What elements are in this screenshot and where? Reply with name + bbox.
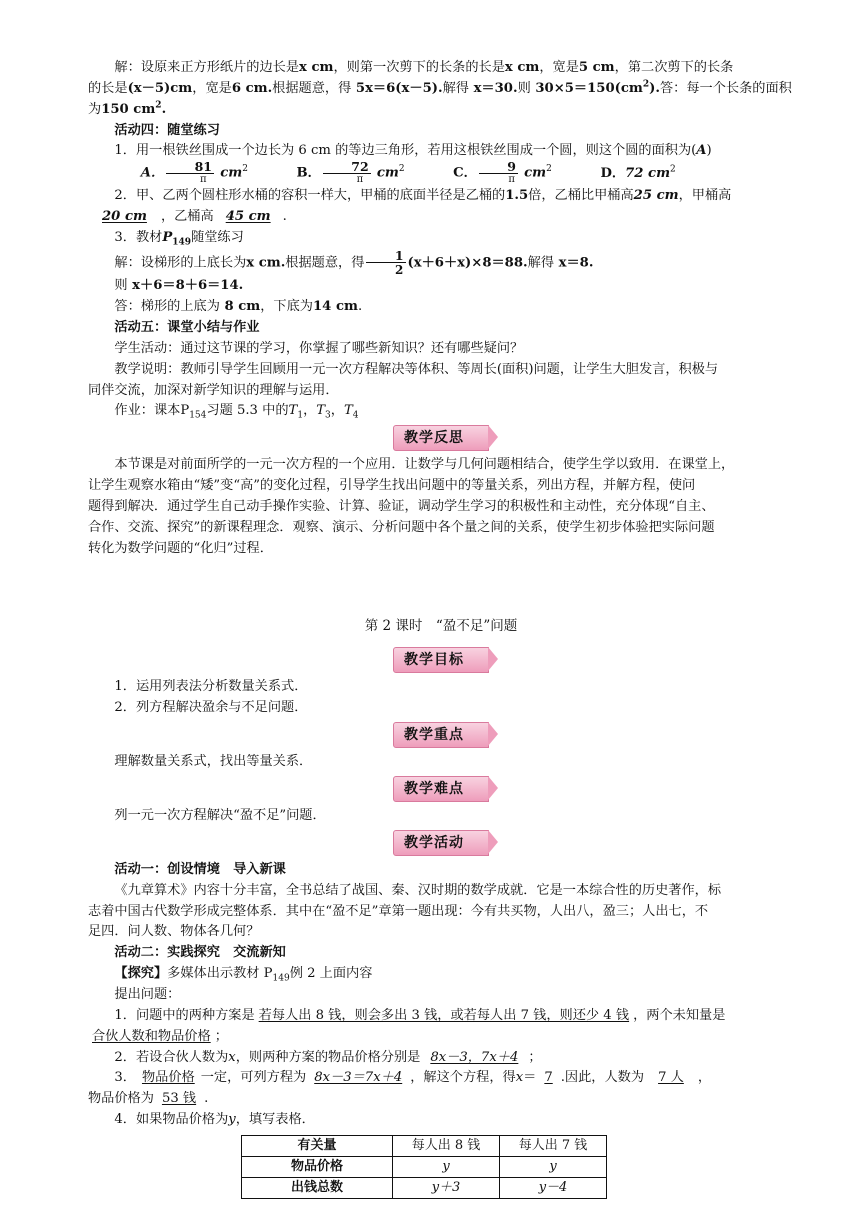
document-page xyxy=(88,58,794,1199)
text: ，宽是 xyxy=(192,80,232,96)
reflection-line-5: 转化为数学问题的“化归”过程． xyxy=(88,540,273,556)
text: 150 cm xyxy=(101,101,156,117)
goal-1: 1．运用列表法分析数量关系式． xyxy=(114,679,308,695)
homework: 作业：课本$P_{154}$习题 5.3 中的$T_1$，$T_3$，$T_4$ xyxy=(114,403,359,422)
ask-line: 提出问题： xyxy=(114,987,181,1002)
text: x cm xyxy=(504,60,540,75)
activity-1-line-1: 《九章算术》内容十分丰富，全书总结了战国、秦、汉时期的数学成就．它是一本综合性的历史著作，标 xyxy=(114,882,722,898)
answer: A xyxy=(696,143,707,159)
explore-line: 【探究】多媒体出示教材 $P_{149}$例 2 上面内容 xyxy=(114,966,373,984)
blank: 物品价格 xyxy=(141,1070,195,1086)
text: ). xyxy=(649,80,660,96)
text: (x－5)cm xyxy=(127,80,193,96)
option-c: C． $\frac{9}{\pi}$ $cm^2$ xyxy=(453,159,552,186)
table-cell: y＋3 xyxy=(393,1178,500,1199)
exercise-2-cont: 20 cm ，乙桶高 45 cm . xyxy=(88,207,794,228)
reflection-line-3: 题得到解决．通过学生自己动手操作实验、计算、验证，调动学生学习的积极性和主动性，充分体现“自主、 xyxy=(88,499,715,515)
activity-1-heading: 活动一：创设情境 导入新课 xyxy=(114,861,286,877)
text: 的长是 xyxy=(88,80,128,96)
solution-paragraph-end xyxy=(88,100,794,121)
exercise-1 xyxy=(88,141,794,162)
solution-paragraph-cont xyxy=(88,79,794,100)
blank: 合伙人数和物品价格 xyxy=(92,1028,211,1044)
text: 则 xyxy=(517,80,531,96)
text: 解：设原来正方形纸片的边长是 xyxy=(114,60,300,75)
table-cell: y xyxy=(393,1157,500,1178)
text: 解得 xyxy=(442,80,469,96)
exercise-3-solution: 解：设梯形的上底长为x cm.根据题意，得 $\frac{1}{2}$ (x＋6＋x)×8＝88.解得 x＝8. xyxy=(114,247,594,277)
text: 1．用一根铁丝围成一个边长为 6 cm 的等边三角形，若用这根铁丝围成一个圆，则这个圆的面积为( xyxy=(114,143,697,159)
solution-paragraph xyxy=(88,58,794,79)
teaching-note: 教学说明：教师引导学生回顾用一元一次方程解决等体积、等周长(面积)问题，让学生大胆发言，积极与 xyxy=(114,361,719,377)
exercise-3-solution-2: 则 x＋6＝8＋6＝14. xyxy=(114,278,244,294)
table-cell: 每人出 8 钱 xyxy=(393,1136,500,1157)
question-3: 3． 物品价格 一定，可列方程为 8x－3＝7x＋4 ，解这个方程，得x＝ 7 .因此，人数为 7 人 ， xyxy=(114,1070,712,1086)
text: 5 cm xyxy=(578,60,615,75)
question-1: 1．问题中的两种方案是 若每人出 8 钱，则会多出 3 钱，或若每人出 7 钱，则还少 4 钱 ，两个未知量是 xyxy=(114,1007,726,1023)
superscript: 2 xyxy=(642,79,650,90)
blank: 45 cm xyxy=(225,208,271,224)
table-row xyxy=(242,1157,607,1178)
exercise-3: 3．教材$P_{149}$随堂练习 xyxy=(114,229,244,248)
table-cell: 物品价格 xyxy=(242,1157,393,1178)
difficulty: 列一元一次方程解决“盈不足”问题． xyxy=(114,807,326,823)
option-d: D．72 $cm^2$ xyxy=(600,164,676,181)
table-cell: 出钱总数 xyxy=(242,1178,393,1199)
teaching-note-cont: 同伴交流，加深对新学知识的理解与运用． xyxy=(88,382,339,398)
exercise-1-options xyxy=(88,160,794,186)
text: 30×5＝150(cm xyxy=(535,80,643,96)
question-3-cont: 物品价格为 53 钱 . xyxy=(88,1091,209,1107)
question-4: 4．如果物品价格为y，填写表格． xyxy=(114,1112,315,1128)
key-point: 理解数量关系式，找出等量关系． xyxy=(114,753,313,769)
lesson-title: 第 2 课时 “盈不足”问题 xyxy=(364,617,518,634)
exercise-3-answer: 答：梯形的上底为 8 cm，下底为14 cm. xyxy=(114,299,363,315)
text: 答：每一个长条的面积 xyxy=(659,80,792,96)
goal-2: 2．列方程解决盈余与不足问题． xyxy=(114,699,308,715)
activity-5-heading: 活动五：课堂小结与作业 xyxy=(114,319,260,335)
text: ，第二次剪下的长条 xyxy=(614,60,734,75)
table-cell: 每人出 7 钱 xyxy=(500,1136,607,1157)
blank: 8x－3＝7x＋4 xyxy=(314,1070,403,1086)
activity-2-heading: 活动二：实践探究 交流新知 xyxy=(114,945,286,961)
table-header-row xyxy=(242,1136,607,1157)
text: ，则第一次剪下的长条的长是 xyxy=(333,60,505,75)
text: 6 cm. xyxy=(231,80,273,96)
text: 为 xyxy=(88,101,102,117)
text: ) xyxy=(706,143,712,159)
goal-banner: 教学目标 xyxy=(393,647,489,673)
fill-table xyxy=(241,1135,607,1199)
blank: 7 xyxy=(544,1070,553,1086)
blank: 20 cm xyxy=(102,208,147,224)
exercise-2: 2．甲、乙两个圆柱形水桶的容积一样大，甲桶的底面半径是乙桶的1.5倍，乙桶比甲桶高25 cm，甲桶高 xyxy=(114,187,732,203)
text: x cm xyxy=(299,60,334,75)
student-activity: 学生活动：通过这节课的学习，你掌握了哪些新知识？还有哪些疑问？ xyxy=(114,340,524,356)
reflection-line-4: 合作、交流、探究”的新课程理念．观察、演示、分析问题中各个量之间的关系，使学生初步体验把实际问题 xyxy=(88,519,715,535)
text: 5x＝6(x－5). xyxy=(355,80,443,96)
question-2: 2．若设合伙人数为x，则两种方案的物品价格分别是 8x－3，7x＋4 ； xyxy=(114,1049,542,1065)
blank: 53 钱 xyxy=(161,1091,197,1107)
blank: 7 人 xyxy=(658,1070,684,1086)
option-b: B． $\frac{72}{\pi}$ $cm^2$ xyxy=(296,159,405,186)
reflection-banner: 教学反思 xyxy=(393,425,489,451)
question-1-cont: 合伙人数和物品价格 ； xyxy=(88,1027,794,1048)
option-a: A． $\frac{81}{\pi}$ $cm^2$ xyxy=(140,159,248,186)
text: x＝30. xyxy=(473,80,518,96)
activity-4-heading: 活动四：随堂练习 xyxy=(114,122,220,138)
table-cell: 有关量 xyxy=(242,1136,393,1157)
text: . xyxy=(161,101,167,117)
table-cell: y xyxy=(500,1157,607,1178)
text: 根据题意，得 xyxy=(272,80,352,96)
blank: 若每人出 8 钱，则会多出 3 钱，或若每人出 7 钱，则还少 4 钱 xyxy=(258,1007,630,1023)
reflection-line-1: 本节课是对前面所学的一元一次方程的一个应用．让数学与几何问题相结合，使学生学以致用．在课堂上， xyxy=(114,457,735,473)
difficulty-banner: 教学难点 xyxy=(393,776,489,802)
activity-1-line-2: 志着中国古代数学形成完整体系．其中在“盈不足”章第一题出现：今有共买物，人出八，盈三；人出七，不 xyxy=(88,903,709,919)
key-point-banner: 教学重点 xyxy=(393,722,489,748)
table-cell: y－4 xyxy=(500,1178,607,1199)
superscript: 2 xyxy=(155,100,162,111)
activity-1-line-3: 足四．问人数、物体各几何？ xyxy=(88,924,260,940)
blank: 8x－3，7x＋4 xyxy=(430,1049,519,1065)
reflection-line-2: 让学生观察水箱由“矮”变“高”的变化过程，引导学生找出问题中的等量关系，列出方程，并解方程，使问 xyxy=(88,478,696,494)
text: ，宽是 xyxy=(539,60,579,75)
activity-banner: 教学活动 xyxy=(393,830,489,856)
table-row xyxy=(242,1178,607,1199)
